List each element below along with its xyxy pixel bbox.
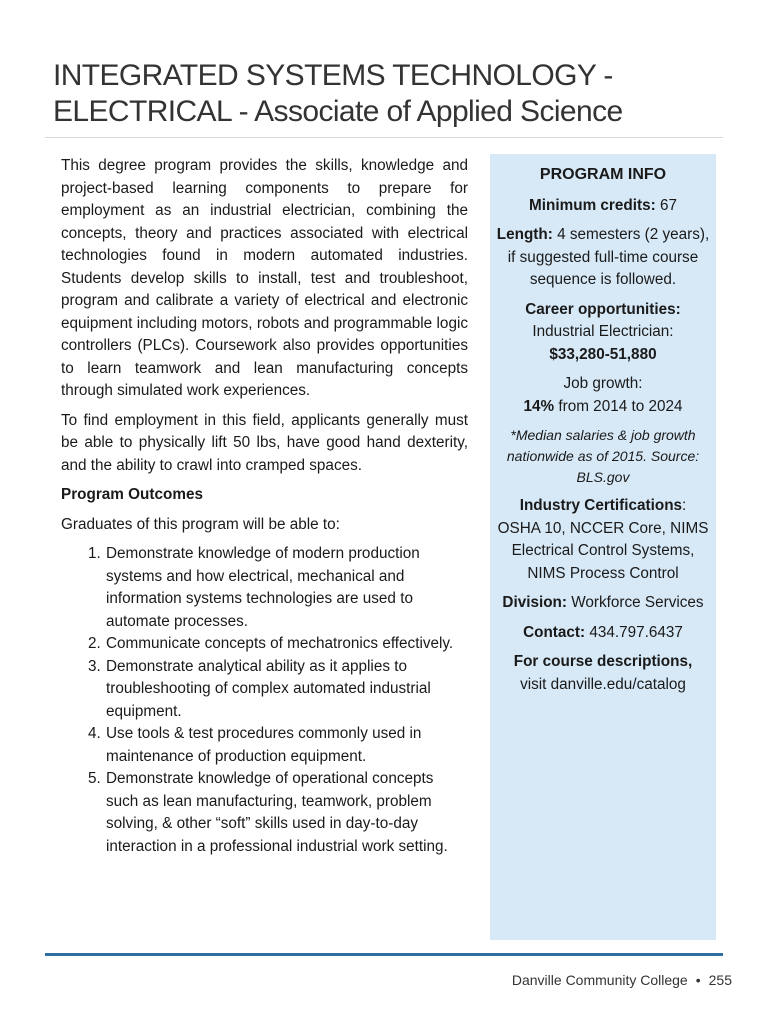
- title-divider: [45, 137, 723, 138]
- job-growth-label: Job growth:: [563, 375, 643, 392]
- certs-value: OSHA 10, NCCER Core, NIMS Electrical Control Systems, NIMS Process Control: [497, 519, 709, 582]
- salary-range: $33,280-51,880: [549, 345, 657, 363]
- contact-phone: 434.797.6437: [589, 623, 683, 641]
- page-number: 255: [708, 972, 732, 988]
- job-growth-percent: 14%: [523, 397, 555, 415]
- course-desc-label: For course descriptions,: [513, 653, 693, 670]
- min-credits-value: 67: [659, 196, 677, 214]
- page-title-line-2: ELECTRICAL - Associate of Applied Science: [53, 95, 623, 128]
- career-opportunities: [496, 299, 710, 367]
- career-value: Industrial Electrician:: [532, 323, 674, 340]
- certs-colon: :: [682, 497, 687, 514]
- min-credits-label: Minimum credits:: [529, 196, 656, 214]
- division-label: Division:: [502, 594, 567, 611]
- outcomes-intro: Graduates of this program will be able to:: [61, 515, 340, 533]
- contact-label: Contact:: [523, 623, 586, 641]
- outcome-item: 5. Demonstrate knowledge of operational concepts such as lean manufacturing, teamwork, problem solving, & other “soft” skills used in day-to-day interaction in a professional industrial work setting.: [105, 768, 468, 858]
- division: [496, 592, 710, 615]
- main-column: [61, 155, 468, 858]
- footer-divider: [45, 953, 723, 956]
- program-length: [496, 224, 710, 292]
- page-title: [53, 58, 733, 130]
- program-info-sidebar: [490, 154, 716, 940]
- industry-certifications: [496, 495, 710, 585]
- footer-separator: •: [695, 972, 701, 988]
- division-value: Workforce Services: [571, 594, 704, 611]
- job-growth-range: from 2014 to 2024: [558, 397, 683, 415]
- outcome-item: 2. Communicate concepts of mechatronics effectively.: [105, 633, 468, 656]
- course-descriptions: [496, 651, 710, 696]
- requirements-paragraph: To find employment in this field, applicants generally must be able to physically lift 50 lbs, have good hand dexterity, and the ability to crawl into cramped spaces.: [61, 411, 468, 474]
- contact: [496, 622, 710, 645]
- program-info-heading: PROGRAM INFO: [539, 166, 667, 183]
- outcomes-heading: Program Outcomes: [61, 486, 203, 503]
- min-credits: [496, 195, 710, 218]
- outcomes-list: [61, 543, 468, 858]
- catalog-link[interactable]: visit danville.edu/catalog: [520, 675, 686, 693]
- certs-label: Industry Certifications: [519, 497, 683, 514]
- salary-source-note: *Median salaries & job growth nationwide as of 2015. Source: BLS.gov: [506, 427, 700, 485]
- job-growth: [496, 373, 710, 418]
- page-footer: [512, 972, 732, 988]
- outcome-item: 3. Demonstrate analytical ability as it applies to troubleshooting of complex automated industrial equipment.: [105, 656, 468, 724]
- outcome-item: 1. Demonstrate knowledge of modern production systems and how electrical, mechanical and information systems technologies are used to automate processes.: [105, 543, 468, 633]
- footer-college-name: Danville Community College: [511, 972, 688, 988]
- length-value: 4 semesters (2 years), if suggested full-time course sequence is followed.: [507, 226, 710, 288]
- length-label: Length:: [496, 226, 553, 243]
- page-title-line-1: INTEGRATED SYSTEMS TECHNOLOGY -: [53, 59, 613, 92]
- outcome-item: 4. Use tools & test procedures commonly used in maintenance of production equipment.: [105, 723, 468, 768]
- intro-paragraph: This degree program provides the skills, knowledge and project-based learning components to prepare for employment as an industrial electrician, combining the concepts, theory and practices associated with electrical technologies found in modern automated industries. Students develop skills to install, test and troubleshoot, program and calibrate a variety of electrical and electronic equipment including motors, robots and programmable logic controllers (PLCs). Coursework also provides opportunities to learn teamwork and lean manufacturing concepts through simulated work experiences.: [61, 157, 468, 399]
- career-label: Career opportunities:: [525, 300, 681, 318]
